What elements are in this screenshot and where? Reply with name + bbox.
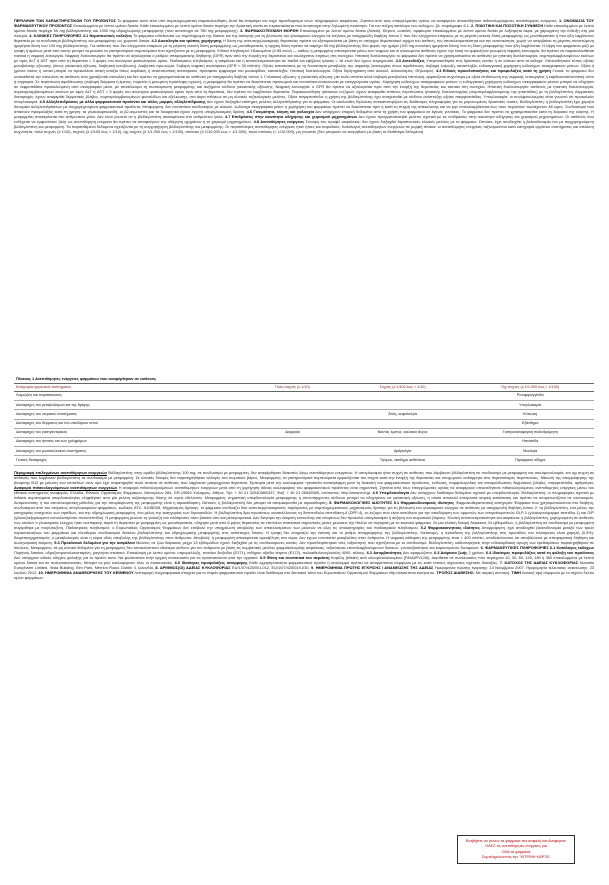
adverse-reactions-table (14, 376, 594, 466)
table-cell: Μυαλγία (466, 447, 594, 456)
yellow-card-notice (457, 835, 575, 864)
table-header-common: Συχνές (≥ 1/100 έως < 1/10) (339, 384, 467, 392)
table-cell: Διαταραχές του ήπατος και των χοληφόρων (14, 437, 246, 446)
section-5-3-text: Μελέτες σε ζώα διάρκειας μέχρι 13 εβδομάδων έχουν διεξαχθεί με τις συνδυασμένες ουσίες. Δεν προσδιορίστηκαν νέες τοξικότητες που σχετίζονται με το συνδυασμό. Βιλδαγλιπτίνη: καθυστερήσεις στην ενδοκαρδιακή αγωγή των ερεθισμάτων παρατηρήθηκαν σε σκύλους. Μετφορμίνη: τα μη κλινικά δεδομένα για τη μετφορμίνη δεν αποκαλύπτουν ιδιαίτερο κίνδυνο για τον άνθρωπο με βάση τις συμβατικές μελέτες φαρμακολογικής ασφάλειας, τοξικότητας επαναλαμβανόμενων δόσεων, γονοτοξικότητας και καρκινογόνου δυναμικού. (14, 540, 594, 551)
prescription-text: Με ιατρική συνταγή. (475, 570, 511, 576)
table-cell (246, 447, 339, 456)
table-cell: Εξάνθημα (466, 419, 594, 428)
section-4-6-heading: 4.6 Γονιμότητα, κύηση και γαλουχία (246, 108, 314, 114)
notice-line-3: ΟΛΑ τα φάρμακα (501, 849, 531, 854)
section-4-4-heading: 4.4 Ειδικές προειδοποιήσεις και προφυλάξεις κατά τη χρήση (435, 68, 551, 74)
table-cell (339, 401, 467, 410)
table-cell (339, 437, 467, 446)
section-4-7-heading: 4.7 Επιδράσεις στην ικανότητα οδήγησης και χειρισμού μηχανημάτων (224, 113, 358, 119)
table-cell: Αρθραλγία (339, 447, 467, 456)
section-6-3-heading: 6.3 Διάρκεια ζωής (434, 550, 468, 556)
section-6-heading: 6. ΦΑΡΜΑΚΕΥΤΙΚΕΣ ΠΛΗΡΟΦΟΡΙΕΣ (480, 545, 549, 551)
section-5-2-heading: 5.2 Φαρμακοκινητικές ιδιότητες (420, 525, 480, 531)
table-header-row (14, 384, 594, 392)
summary-block (14, 18, 594, 375)
table-row (14, 447, 594, 456)
table-cell: Κόπωση (466, 410, 594, 419)
section-6-5-heading: 6.5 Φύση και συστατικά του περιέκτη (259, 555, 330, 561)
table-caption-row (14, 376, 594, 384)
section-4-8-text: Σύνοψη του προφίλ ασφάλειας: δεν έχουν διεξαχθεί θεραπευτικές κλινικές μελέτες με το φάρμακο. Ωστόσο, έχει αποδειχθεί η βιοϊσοδυναμία του με συγχορηγούμενη βιλδαγλιπτίνη και μετφορμίνη. Τα παρατιθέμενα δεδομένα σχετίζονται με τη συγχορήγηση βιλδαγλιπτίνης και μετφορμίνης. Οι περισσότερες ανεπιθύμητες ενέργειες ήταν ήπιες και παροδικές. Κατάλογος ανεπιθύμητων ενεργειών σε μορφή πίνακα: οι ανεπιθύμητες ενέργειες ταξινομούνται κατά κατηγορία οργάνου συστήματος και απόλυτη συχνότητα: πολύ συχνές (≥ 1/10), συχνές (≥ 1/100 έως < 1/10), όχι συχνές (≥ 1/1.000 έως < 1/100), σπάνιες (≥ 1/10.000 έως < 1/1.000), πολύ σπάνιες (< 1/10.000), μη γνωστές (δεν μπορούν να εκτιμηθούν με βάση τα διαθέσιμα δεδομένα). (14, 118, 594, 135)
section-8-heading: 8. ΑΡΙΘΜΟΣ(ΟΙ) ΑΔΕΙΑΣ ΚΥΚΛΟΦΟΡΙΑΣ (155, 565, 231, 571)
section-2-text: Κάθε επικαλυμμένο με λεπτό υμένιο δισκίο περιέχει 50 mg βιλδαγλιπτίνης και 1000 mg υδροχλωρικής μετφορμίνης (που αντιστοιχεί σε 780 mg μετφορμίνης). (14, 23, 594, 34)
table-cell: Γενικές διαταραχές (14, 456, 246, 465)
section-4-8-heading: 4.8 Ανεπιθύμητες ενέργειες (253, 118, 305, 124)
price-heading: ΤΙΜΗ (511, 570, 521, 576)
intro-text: Το φάρμακο αυτό τελεί υπό συμπληρωματική παρακολούθηση. Αυτό θα επιτρέψει τον ταχύ προσδιορισμό νέων πληροφοριών ασφάλειας. Ζητείται από τους επαγγελματίες υγείας να αναφέρουν οποιεσδήποτε πιθανολογούμενες ανεπιθύμητες ενέργειες. (117, 18, 558, 23)
section-4-6-text: Δεν υπάρχουν επαρκή δεδομένα από τη χρήση του φαρμάκου σε έγκυες γυναίκες. Το φάρμακο δεν πρέπει να χρησιμοποιείται κατά τη διάρκεια της κύησης. Η μετφορμίνη απεκκρίνεται στο ανθρώπινο γάλα. Δεν είναι γνωστό αν η βιλδαγλιπτίνη απεκκρίνεται στο ανθρώπινο γάλα. (14, 108, 594, 119)
table-cell (246, 437, 339, 446)
table-cell (246, 392, 339, 401)
table-cell: Διάρροια (246, 428, 339, 437)
section-4-2-text: Η δόση της αντιυπεργλυκαιμικής θεραπείας πρέπει να εξατομικεύεται με βάση το υπάρχον θεραπευτικό σχήμα του ασθενή, την αποτελεσματικότητα και την ανεκτικότητα, χωρίς να υπερβαίνει τη μέγιστη συνιστώμενη ημερήσια δόση των 100 mg βιλδαγλιπτίνης. Για ασθενείς που δεν ελέγχονται επαρκώς με τη μέγιστη ανεκτή δόση μετφορμίνης ως μονοθεραπεία, η αρχική δόση πρέπει να παρέχει 50 mg βιλδαγλιπτίνης δύο φορές την ημέρα (100 mg συνολική ημερήσια δόση) συν τη δόση μετφορμίνης που ήδη λαμβάνεται. Η λήψη του φαρμάκου μαζί με τροφή ή αμέσως μετά από αυτήν μπορεί να μειώσει τα γαστρεντερικά συμπτώματα που σχετίζονται με τη μετφορμίνη. Ειδικοί πληθυσμοί: Ηλικιωμένοι (≥ 65 ετών) — καθώς η μετφορμίνη απεκκρίνεται μέσω των νεφρών και οι ηλικιωμένοι ασθενείς έχουν την τάση να εμφανίζουν μειωμένη νεφρική λειτουργία, θα πρέπει να παρακολουθείται τακτικά η νεφρική λειτουργία. Νεφρική δυσλειτουργία: θα πρέπει να αξιολογείται ο ρυθμός σπειραματικής διήθησης (GFR) πριν από την έναρξη της θεραπείας και τουλάχιστον ετησίως στη συνέχεια. Ηπατική δυσλειτουργία: το φάρμακο δεν πρέπει να χρησιμοποιείται σε ασθενείς με ηπατική δυσλειτουργία, συμπεριλαμβανομένων εκείνων με τιμές ALT ή AST πριν από τη θεραπεία > 3 φορές του ανώτερου φυσιολογικού ορίου. Παιδιατρικός πληθυσμός: η ασφάλεια και η αποτελεσματικότητα σε παιδιά και εφήβους ηλικίας < 18 ετών δεν έχουν τεκμηριωθεί. (14, 38, 594, 64)
table-cell: Διαταραχές του μυοσκελετικού συστήματος (14, 447, 246, 456)
table-row (14, 456, 594, 465)
table-row (14, 419, 594, 428)
table-cell: Τρόμος, αίσθημα ασθένειας (339, 456, 467, 465)
section-9-heading: 9. ΗΜΕΡΟΜΗΝΙΑ ΠΡΩΤΗΣ ΕΓΚΡΙΣΗΣ / ΑΝΑΝΕΩΣΗΣ ΤΗΣ ΑΔΕΙΑΣ (311, 565, 434, 571)
section-5-2-text: Απορρόφηση: έχει αποδειχθεί βιοϊσοδυναμία μεταξύ των τριών περιεκτικοτήτων του φαρμάκου και ελεύθερου συνδυασμού δισκίων βιλδαγλιπτίνης και υδροχλωρικής μετφορμίνης στις αντίστοιχες δόσεις. Η τροφή δεν επηρεάζει την έκταση και το ρυθμό απορρόφησης της βιλδαγλιπτίνης. Κατανομή: η πρόσδεση της βιλδαγλιπτίνης στις πρωτεΐνες του πλάσματος είναι χαμηλή (9,3%). Βιομετασχηματισμός: ο μεταβολισμός είναι η κύρια οδός αποβολής της βιλδαγλιπτίνης στον άνθρωπο. Αποβολή: η μετφορμίνη απεκκρίνεται αμετάβλητη στα ούρα. Δεν έχουν εντοπιστεί μεταβολίτες στον άνθρωπο. Η νεφρική κάθαρση της μετφορμίνης είναι > 400 ml/min, υποδεικνύοντας ότι αποβάλλεται με σπειραματική διήθηση και σωληναριακή έκκριση. (14, 525, 594, 546)
summary-heading: ΠΕΡΙΛΗΨΗ ΤΩΝ ΧΑΡΑΚΤΗΡΙΣΤΙΚΩΝ ΤΟΥ ΠΡΟΪΟΝΤΟΣ (14, 18, 116, 23)
section-4-9-heading: 4.9 Υπερδοσολογία (372, 489, 410, 495)
section-6-4-heading: 6.4 Ιδιαίτερες προφυλάξεις κατά τη φύλαξη του προϊόντος (485, 550, 594, 556)
table-cell: Λοιμώξεις και παρασιτώσεις (14, 392, 246, 401)
section-6-2-text: Δεν εφαρμόζεται. (402, 550, 433, 556)
section-4-heading: 4. ΚΛΙΝΙΚΕΣ ΠΛΗΡΟΦΟΡΙΕΣ (29, 33, 82, 39)
table-cell (246, 410, 339, 419)
section-4-1-heading: 4.1 Θεραπευτικές ενδείξεις (82, 33, 133, 39)
section-6-6-heading: 6.6 Ιδιαίτερες προφυλάξεις απόρριψης (174, 560, 248, 566)
section-5-1-heading: 5.1 Φαρμακοδυναμικές ιδιότητες (393, 499, 455, 505)
table-cell (339, 392, 467, 401)
table-cell: Διαταραχές του νευρικού συστήματος (14, 410, 246, 419)
table-cell (339, 419, 467, 428)
section-6-6-text: Κάθε αχρησιμοποίητο φαρμακευτικό προϊόν ή υπόλειμμα πρέπει να απορρίπτεται σύμφωνα με τις κατά τόπους ισχύουσες σχετικές διατάξεις. (249, 560, 499, 566)
section-10-text: Λεπτομερή πληροφοριακά στοιχεία για το παρόν φαρμακευτικό προϊόν είναι διαθέσιμα στο δικτυακό τόπο του Ευρωπαϊκού Οργανισμού Φαρμάκων http://www.ema.europa.eu. (134, 570, 436, 576)
spc-page (14, 18, 594, 870)
section-4-3-text: Υπερευαισθησία στις δραστικές ουσίες ή σε κάποιο από τα έκδοχα. Οποιοσδήποτε τύπος οξείας μεταβολικής οξέωσης (όπως γαλακτική οξέωση, διαβητική κετοξέωση). Διαβητικό προ-κώμα. Σοβαρή νεφρική ανεπάρκεια (GFR < 30 ml/min). Οξείες καταστάσεις με τη δυνατότητα μεταβολής της νεφρικής λειτουργίας όπως αφυδάτωση, σοβαρή λοίμωξη, καταπληξία, ενδοαγγειακή χορήγηση ιωδιούχων σκιαγραφικών μέσων. Οξεία ή χρόνια νόσος η οποία μπορεί να προκαλέσει ιστική υποξία όπως καρδιακή ή αναπνευστική ανεπάρκεια, πρόσφατο έμφραγμα του μυοκαρδίου, καταπληξία. Ηπατική δυσλειτουργία. Οξεία δηλητηρίαση από αλκοόλ, αλκοολισμός. Θηλασμός. (14, 58, 594, 74)
table-header-soc: Κατηγορία οργανικού συστήματος (14, 384, 246, 392)
details-text (14, 470, 594, 581)
section-6-1-text: Πυρήνας δισκίου: υδροξυπροπυλοκυτταρίνη, μαγνήσιο στεατικό. Επικάλυψη με λεπτό υμένιο: υπρομελλόζη, τιτανίου διοξείδιο (E171), σιδήρου οξείδιο κίτρινο (E172), πολυαιθυλενογλυκόλη 4000, τάλκης. (14, 550, 366, 556)
table-cell: Ζάλη, κεφαλαλγία (339, 410, 467, 419)
section-2-heading: 2. ΠΟΙΟΤΙΚΗ ΚΑΙ ΠΟΣΟΤΙΚΗ ΣΥΝΘΕΣΗ (471, 23, 544, 29)
table-cell (246, 419, 339, 428)
section-10-heading: 10. ΗΜΕΡΟΜΗΝΙΑ ΑΝΑΘΕΩΡΗΣΗΣ ΤΟΥ ΚΕΙΜΕΝΟΥ (38, 570, 134, 576)
section-4-5-text: Δεν έχουν διεξαχθεί επίσημες μελέτες αλληλεπίδρασης για το φάρμακο. Οι ακόλουθες δηλώσεις αντικατοπτρίζουν τις διαθέσιμες πληροφορίες για τις μεμονωμένες δραστικές ουσίες. Βιλδαγλιπτίνη: η βιλδαγλιπτίνη έχει χαμηλό δυναμικό αλληλεπιδράσεων με συγχορηγούμενα φαρμακευτικά προϊόντα. Μετφορμίνη: δεν συνιστάται συνδυασμός με αλκοόλ. Ιωδιούχα σκιαγραφικά μέσα: η χορήγηση του φαρμάκου πρέπει να διακόπτεται πριν ή κατά τη στιγμή της απεικόνισης και να μην επαναλαμβάνεται έως ότου περάσουν τουλάχιστον 48 ώρες. Συνδυασμοί που απαιτούν προφυλάξεις κατά τη χρήση: τα γλυκοκορτικοειδή, οι β2-αγωνιστές και τα διουρητικά έχουν εγγενή υπεργλυκαιμική δράση. (14, 98, 594, 114)
table-cell: Ρινοφαρυγγίτιδα (466, 392, 594, 401)
table-cell: Υπογλυκαιμία (466, 401, 594, 410)
details-block (14, 470, 594, 875)
section-7-heading: 7. ΚΑΤΟΧΟΣ ΤΗΣ ΑΔΕΙΑΣ ΚΥΚΛΟΦΟΡΙΑΣ (499, 560, 579, 566)
section-5-1-text: Φαρμακοθεραπευτική κατηγορία: Φάρμακα που χρησιμοποιούνται στο διαβήτη, συνδυασμοί από του στόματος υπογλυκαιμικών φαρμάκων, κωδικός ATC: A10BD08. Μηχανισμός δράσης: το φάρμακο συνδυάζει δύο αντιυπεργλυκαιμικούς παράγοντες με συμπληρωματικούς μηχανισμούς δράσης για τη βελτίωση του γλυκαιμικού ελέγχου σε ασθενείς με σακχαρώδη διαβήτη τύπου 2: τη βιλδαγλιπτίνη, ένα μέλος της κατηγορίας ενισχυτών των νησιδίων, και την υδροχλωρική μετφορμίνη, ένα μέλος της κατηγορίας των διγουανιδών. Η βιλδαγλιπτίνη δρα πρωτίστως αναστέλλοντας τη διπεπτιδυλο-πεπτιδάση-4 (DPP-4), το ένζυμο που είναι υπεύθυνο για την αποδόμηση των ορμονών των εντεροϊνκρετινών GLP-1 (γλυκαγονόμορφο πεπτίδιο-1) και GIP (γλυκοζοεξαρτώμενο ινσουλινοτρόπο πολυπεπτίδιο). Η μετφορμίνη μειώνει τη γλυκόζη του πλάσματος τόσο βασικά όσο και μεταγευματικά. Δεν διεγείρει την έκκριση ινσουλίνης και επομένως δεν προκαλεί υπογλυκαιμία ή αύξηση του σωματικού βάρους. Κλινική αποτελεσματικότητα και ασφάλεια: η βιλδαγλιπτίνη, χορηγούμενη σε ασθενείς των οποίων ο γλυκαιμικός έλεγχος ήταν ανεπαρκής παρά τη θεραπεία με μετφορμίνη ως μονοθεραπεία, οδήγησε μετά από 6 μήνες θεραπείας σε επιπλέον στατιστικά σημαντικές μέσες μειώσεις της HbA1c σε σύγκριση με το εικονικό φάρμακο. Σε μια κλινική δοκιμή διάρκειας 24 εβδομάδων, η βιλδαγλιπτίνη σε συνδυασμό με μετφορμίνη συγκρίθηκε με πιογλιταζόνη. Παιδιατρικός πληθυσμός: ο Ευρωπαϊκός Οργανισμός Φαρμάκων δεν επέβαλε την υποχρέωση υποβολής των αποτελεσμάτων των μελετών σε όλες τις υποκατηγορίες του παιδιατρικού πληθυσμού. (14, 499, 594, 531)
notice-line-2: ΟΛΕΣ τις ανεπιθύμητες ενέργειες για (485, 844, 547, 849)
table-cell: Ηπατίτιδα (466, 437, 594, 446)
table-cell: Γαστροοισοφαγική παλινδρόμηση (466, 428, 594, 437)
section-1-heading: 1. ΟΝΟΜΑΣΙΑ ΤΟΥ ΦΑΡΜΑΚΕΥΤΙΚΟΥ ΠΡΟΪΟΝΤΟΣ (14, 18, 594, 29)
section-4-7-text: Δεν έχουν πραγματοποιηθεί μελέτες σχετικά με τις επιδράσεις στην ικανότητα οδήγησης και χειρισμού μηχανημάτων. Οι ασθενείς που ενδέχεται να εμφανίσουν ζάλη ως ανεπιθύμητη ενέργεια θα πρέπει να αποφεύγουν την οδήγηση οχημάτων ή το χειρισμό μηχανημάτων. (14, 113, 594, 124)
summary-text (14, 18, 594, 134)
table-header-very-common: Πολύ συχνές (≥ 1/10) (246, 384, 339, 392)
description-text: Βιλδαγλιπτίνη: στην ομάδα βιλδαγλιπτίνης 100 mg, σε συνδυασμό με μετφορμίνη, δεν αναφέρθηκαν διακοπές λόγω ανεπιθύμητων ενεργειών. Η υπογλυκαιμία ήταν συχνή σε ασθενείς που λάμβαναν βιλδαγλιπτίνη σε συνδυασμό με μετφορμίνη και σουλφονυλουρία, και όχι συχνή σε ασθενείς που λάμβαναν βιλδαγλιπτίνη σε συνδυασμό με μετφορμίνη. Σε κλινικές δοκιμές δεν παρατηρήθηκαν αλλαγές στο σωματικό βάρος. Μετφορμίνη: τα γαστρεντερικά συμπτώματα εμφανίζονται πιο συχνά κατά την έναρξη της θεραπείας και υποχωρούν αυθόρμητα στις περισσότερες περιπτώσεις. Μείωση της απορρόφησης της βιταμίνης B12 με μείωση των επιπέδων στον ορό έχει παρατηρηθεί πολύ σπάνια σε ασθενείς που λάμβαναν μακροχρόνια θεραπεία. Εμπειρία μετά την κυκλοφορία: ηπατίτιδα αναστρέψιμη μετά τη διακοπή του φαρμακευτικού προϊόντος, κνίδωση, πομφολυγώδεις και αποφολιδωτικές δερματικές βλάβες, παγκρεατίτιδα, αρθραλγία. (14, 469, 594, 485)
section-8-text: EU/1/07/425/001-012, EU/1/07/425/019-030. (232, 565, 310, 571)
table-row (14, 410, 594, 419)
table-cell: Διαταραχές του μεταβολισμού και της θρέψης (14, 401, 246, 410)
section-1-text: Επικαλυμμένα με λεπτό υμένιο δισκία. Κάθε επικαλυμμένο με λεπτό υμένιο δισκίο περιέχει την δραστική ουσία σε περιεκτικότητα που αντιστοιχεί στην δηλωμένη ποσότητα. Για τον πλήρη κατάλογο των εκδόχων, βλ. παράγραφο 6.1. (73, 23, 470, 29)
section-4-3-heading: 4.3 Αντενδείξεις (395, 58, 425, 64)
table-cell: Ναυτία, έμετος, κοιλιακό άλγος (339, 428, 467, 437)
section-5-3-heading: 5.3 Προκλινικά δεδομένα για την ασφάλεια (54, 540, 135, 546)
section-7-text: Novartis Europharm Limited, Vista Building, Elm Park, Merrion Road, Dublin 4, Ιρλανδία. (14, 560, 594, 571)
section-3-heading: 3. ΦΑΡΜΑΚΟΤΕΧΝΙΚΗ ΜΟΡΦΗ (240, 28, 299, 34)
section-9-text: Ημερομηνία πρώτης έγκρισης: 14 Νοεμβρίου 2007. Ημερομηνία τελευταίας ανανέωσης: 23 Ιουλίου 2012. (14, 565, 594, 576)
table-row (14, 428, 594, 437)
price-text: Λιανική τιμή σύμφωνα με το ισχύον δελτίο τιμών φαρμάκων. (14, 570, 594, 581)
table-cell: Διαταραχές του γαστρεντερικού (14, 428, 246, 437)
table-row (14, 392, 594, 401)
notice-line-1: Βοηθήστε να γίνουν τα φάρμακα πιο ασφαλή και Αναφέρετε (466, 839, 566, 843)
section-6-4-text: Δεν υπάρχουν ειδικές οδηγίες φύλαξης για το προϊόν αυτό. Να φυλάσσεται στην αρχική συσκευασία για να προστατεύεται από την υγρασία. (14, 555, 259, 561)
section-4-2-heading: 4.2 Δοσολογία και τρόπος χορήγησης (151, 38, 222, 44)
table-row (14, 437, 594, 446)
table-header-uncommon: Όχι συχνές (≥ 1/1.000 έως < 1/100) (466, 384, 594, 392)
section-5-heading: 5. ΦΑΡΜΑΚΟΛΟΓΙΚΕΣ ΙΔΙΟΤΗΤΕΣ (329, 499, 393, 505)
table-row (14, 401, 594, 410)
table-cell: Διαταραχές του δέρματος και του υποδόριου ιστού (14, 419, 246, 428)
reporting-heading: Αναφορά πιθανολογούμενων ανεπιθύμητων ενεργειών (14, 484, 118, 490)
section-3-text: Επικαλυμμένο με λεπτό υμένιο δισκίο (δισκίο). Κίτρινο, ωοειδές, αμφίκυρτο επικαλυμμένο με λεπτό υμένιο δισκίο με λοξότμητα άκρα, με χαραγμένη την ένδειξη στη μία πλευρά. (14, 28, 594, 39)
table-cell (246, 401, 339, 410)
section-4-4-text: Γενικά: το φάρμακο δεν υποκαθιστά την ινσουλίνη σε ασθενείς που χρειάζονται ινσουλίνη και δεν πρέπει να χρησιμοποιείται σε ασθενείς με σακχαρώδη διαβήτη τύπου 1. Γαλακτική οξέωση: η γαλακτική οξέωση, μία πολύ σπάνια αλλά σοβαρή μεταβολική επιπλοκή, εμφανίζεται συχνότερα με οξεία επιδείνωση της νεφρικής λειτουργίας ή καρδιοαναπνευστική νόσο ή σηψαιμία. Σε περίπτωση αφυδάτωσης (σοβαρή διάρροια ή έμετος, πυρετός ή μειωμένη πρόσληψη υγρών), η μετφορμίνη θα πρέπει να διακόπτεται προσωρινά και συνιστάται επικοινωνία με επαγγελματία υγείας. Χορήγηση ιωδιούχων σκιαγραφικών μέσων: η ενδαγγειακή χορήγηση ιωδιούχων σκιαγραφικών μέσων μπορεί να οδηγήσει σε νεφροπάθεια προκαλούμενη από σκιαγραφικό μέσο, με αποτέλεσμα τη συσσώρευση μετφορμίνης και αυξημένο κίνδυνο γαλακτικής οξέωσης. Νεφρική λειτουργία: ο GFR θα πρέπει να αξιολογείται πριν από την έναρξη της θεραπείας και τακτικά στη συνέχεια. Ηπατική δυσλειτουργία: ασθενείς με ηπατική δυσλειτουργία, συμπεριλαμβανομένων εκείνων με τιμές ALT ή AST > 3 φορές του ανώτερου φυσιολογικού ορίου πριν από τη θεραπεία, δεν πρέπει να λαμβάνουν θεραπεία. Παρακολούθηση ηπατικών ενζύμων: έχουν αναφερθεί σπάνιες περιπτώσεις ηπατικής δυσλειτουργίας (συμπεριλαμβανομένης της ηπατίτιδας) με τη βιλδαγλιπτίνη. Δερματικές διαταραχές: έχουν αναφερθεί δερματικές βλάβες, συμπεριλαμβανομένων φυσαλίδων και εξέλκωσης, στα άκρα πιθήκων σε μη κλινικές τοξικολογικές μελέτες. Οξεία παγκρεατίτιδα: η χρήση της βιλδαγλιπτίνης έχει συσχετισθεί με κίνδυνο ανάπτυξης οξείας παγκρεατίτιδας. Υπογλυκαιμία: οι σουλφονυλουρίες είναι γνωστό ότι προκαλούν υπογλυκαιμία. (14, 68, 594, 104)
section-6-2-heading: 6.2 Ασυμβατότητες (366, 550, 402, 556)
table-cell: Περιφερικό οίδημα (466, 456, 594, 465)
notice-line-4: Συμπληρώνοντας την "ΚΙΤΡΙΝΗ ΚΑΡΤΑ" (481, 854, 551, 859)
description-heading: Περιγραφή επιλεγμένων ανεπιθύμητων ενεργειών (14, 469, 108, 475)
table-caption: Πίνακας 1 Ανεπιθύμητες ενέργειες φαρμάκου που αναφέρθηκαν σε ασθενείς (16, 376, 157, 382)
section-4-9-text: Δεν υπάρχουν διαθέσιμα δεδομένα σχετικά με υπερδοσολογία. Βιλδαγλιπτίνη: οι πληροφορίες σχετικά με πιθανά συμπτώματα υπερδοσολογίας ελήφθησαν από μία μελέτη αυξανόμενης δόσης σε υγιείς εθελοντές. Μετφορμίνη: σημαντική υπερδοσολογία μετφορμίνης ή συνυπάρχοντες κίνδυνοι μπορεί να οδηγήσουν σε γαλακτική οξέωση, η οποία αποτελεί επείγουσα ιατρική κατάσταση και πρέπει να αντιμετωπίζεται σε νοσοκομείο. Αντιμετώπιση: η πιο αποτελεσματική μέθοδος για την απομάκρυνση της μετφορμίνης είναι η αιμοκάθαρση. Ωστόσο, η βιλδαγλιπτίνη δεν μπορεί να απομακρυνθεί με αιμοκάθαρση. (14, 489, 594, 505)
section-6-1-heading: 6.1 Κατάλογος εκδόχων (549, 545, 594, 551)
section-4-1-text: Το φάρμακο ενδείκνυται ως συμπλήρωμα της δίαιτας και της άσκησης για τη βελτίωση του γλυκαιμικού ελέγχου σε ενήλικες με σακχαρώδη διαβήτη τύπου 2 που δεν ελέγχονται επαρκώς με τη μέγιστη ανεκτή δόση μετφορμίνης ως μονοθεραπεία ή που ήδη λαμβάνουν θεραπεία με το συνδυασμό βιλδαγλιπτίνης και μετφορμίνης ως χωριστά δισκία. (14, 33, 594, 44)
section-4-5-heading: 4.5 Αλληλεπιδράσεις με άλλα φαρμακευτικά προϊόντα και άλλες μορφές αλληλεπίδρασης (39, 98, 206, 104)
section-6-5-text: Κυψέλη (blister) από αλουμίνιο/αλουμίνιο (PA/Al/PVC/Al). Διατίθεται σε συσκευασίες που περιέχουν 10, 30, 60, 120, 180 ή 360 επικαλυμμένα με λεπτό υμένιο δισκία και σε πολυσυσκευασίες. Μπορεί να μην κυκλοφορούν όλες οι συσκευασίες. (14, 555, 594, 566)
table-cell (246, 456, 339, 465)
reporting-text: Η αναφορά πιθανολογούμενων ανεπιθύμητων ενεργειών μετά από τη χορήγηση άδειας κυκλοφορίας του φαρμακευτικού προϊόντος είναι σημαντική. Ζητείται από τους επαγγελματίες υγείας να αναφέρουν οποιεσδήποτε πιθανολογούμενες ανεπιθύμητες ενέργειες μέσω του εθνικού συστήματος αναφοράς: Ελλάδα, Εθνικός Οργανισμός Φαρμάκων, Μεσογείων 284, GR-15562 Χολαργός, Αθήνα, Τηλ: + 30 21 32040380/337, Φαξ: + 30 21 06549585, Ιστότοπος: http://www.eof.gr. (14, 484, 594, 495)
prescription-heading: ΤΡΟΠΟΣ ΔΙΑΘΕΣΗΣ: (436, 570, 475, 576)
section-6-3-text: 2 χρόνια. (468, 550, 485, 556)
